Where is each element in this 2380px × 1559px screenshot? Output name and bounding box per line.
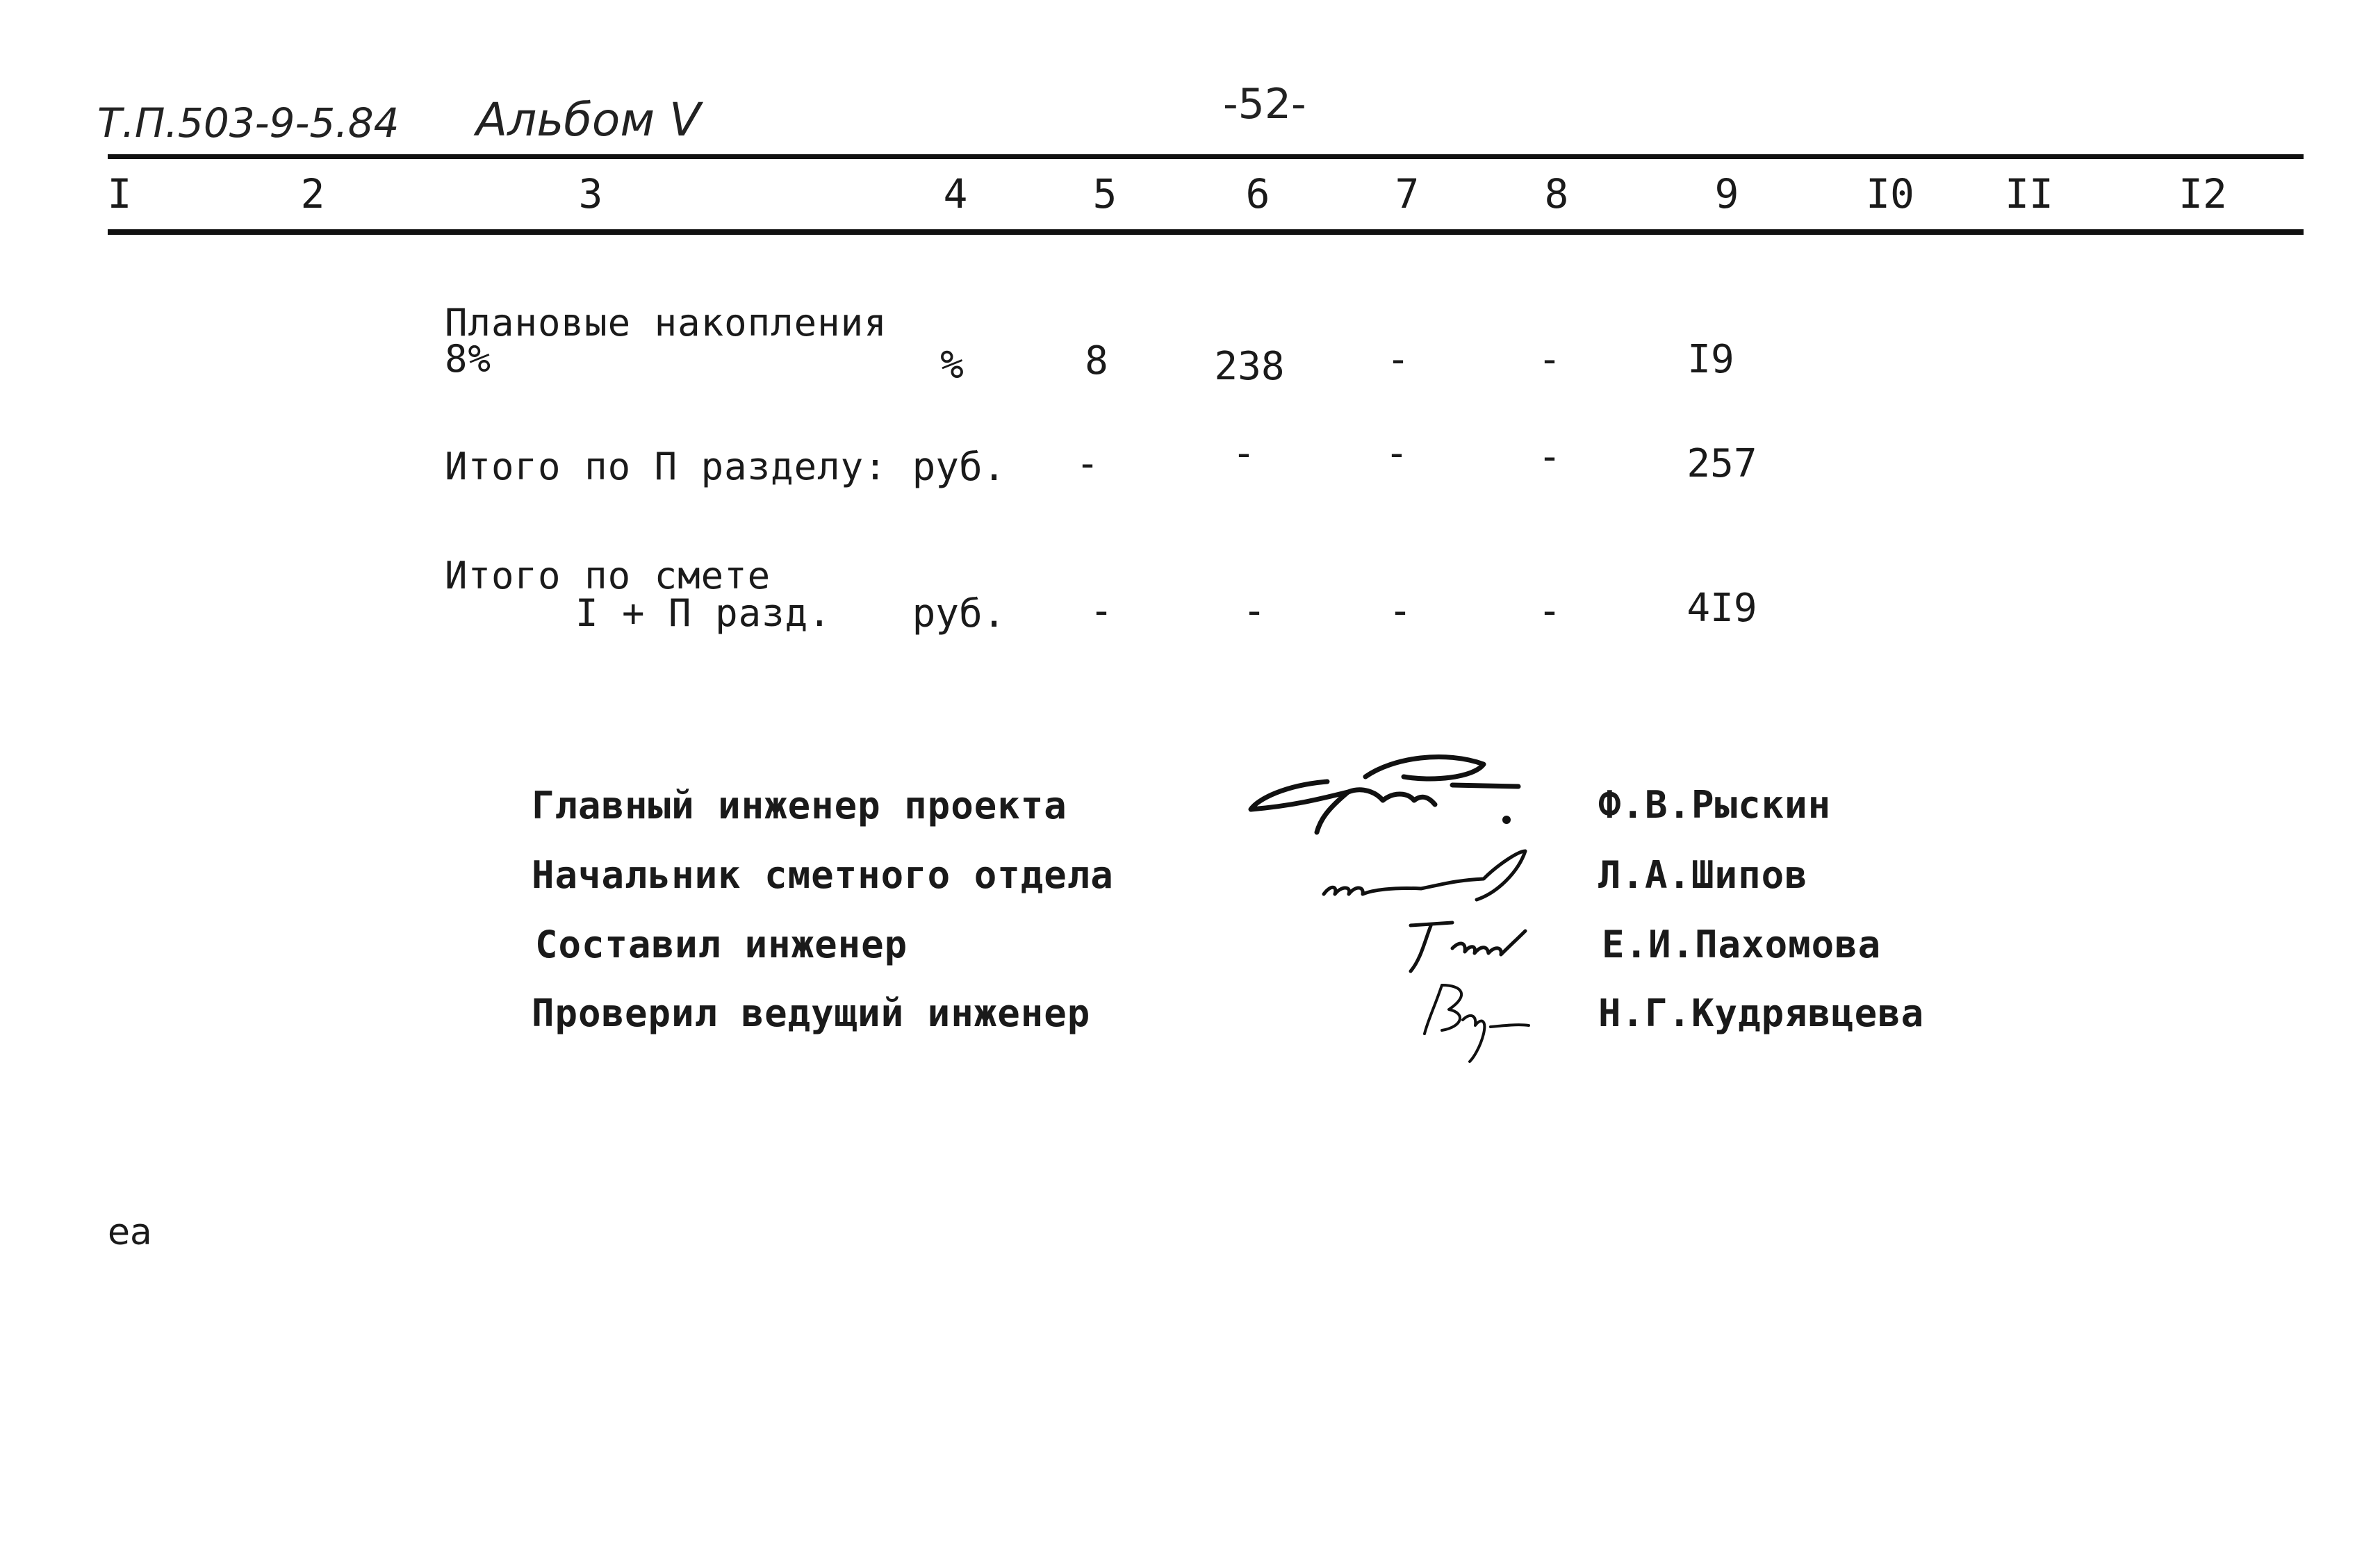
col-header-11: II [2005,170,2053,217]
col-header-8: 8 [1544,170,1569,217]
page-number: -52- [1223,80,1306,129]
signature-role: Главный инженер проекта [532,784,1067,827]
signature-4-icon [1414,971,1532,1069]
cell-col7: - [1385,431,1409,476]
col-header-7: 7 [1395,170,1420,217]
cell-unit: % [940,343,964,388]
signature-role: Проверил ведущий инженер [532,991,1091,1035]
album-label: Альбом V [476,93,701,147]
row-label-line1: Итого по П разделу: [445,445,887,488]
cell-unit: руб. [912,445,1006,490]
cell-col7: - [1386,337,1410,382]
col-header-12: I2 [2178,170,2227,217]
cell-col7: - [1388,588,1412,634]
cell-col6: - [1242,588,1266,634]
cell-col5: - [1090,588,1113,634]
col-header-5: 5 [1092,170,1117,217]
top-double-rule [108,154,2304,159]
cell-col6: - [1232,431,1256,476]
signature-3-icon [1383,910,1536,980]
col-header-9: 9 [1714,170,1739,217]
signature-2-icon [1317,844,1546,921]
cell-col6: 238 [1214,344,1285,389]
row-label-line2: 8% [445,337,492,381]
cell-col8: - [1538,337,1561,382]
footer-mark: еа [108,1212,152,1253]
signature-name: Л.А.Шипов [1598,853,1808,897]
cell-col5: 8 [1085,338,1108,383]
signature-role: Составил инженер [535,923,908,966]
signature-name: Н.Г.Кудрявцева [1598,991,1925,1035]
col-header-4: 4 [943,170,968,217]
signature-1-icon [1244,743,1536,841]
cell-col9: I9 [1687,337,1734,382]
document-code: Т.П.503-9-5.84 [97,99,400,147]
col-header-3: 3 [578,170,603,217]
cell-unit: руб. [912,591,1006,636]
header-bottom-rule [108,229,2304,235]
cell-col8: - [1538,588,1561,634]
col-header-6: 6 [1245,170,1270,217]
cell-col9: 257 [1686,441,1757,486]
row-label-line1: Плановые накопления [445,301,887,345]
cell-col9: 4I9 [1686,586,1757,631]
signature-name: Ф.В.Рыскин [1598,783,1832,827]
row-label-line1: Итого по смете [445,554,771,597]
row-label-line2: I + П разд. [575,591,832,635]
col-header-1: I [107,170,132,217]
cell-col8: - [1538,434,1561,479]
signature-role: Начальник сметного отдела [532,853,1114,897]
col-header-10: I0 [1866,170,1914,217]
col-header-2: 2 [300,170,325,217]
signature-name: Е.И.Пахомова [1602,923,1882,966]
cell-col5: - [1076,441,1099,486]
